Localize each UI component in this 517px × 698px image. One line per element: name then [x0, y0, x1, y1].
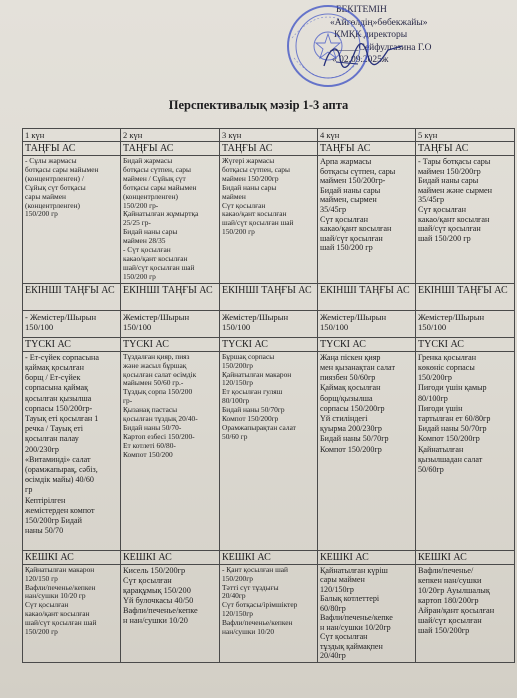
meal-label: ТАҢҒЫ АС — [220, 142, 318, 156]
approval-line-4: ______Сейфулгазина Г.О — [330, 42, 432, 53]
menu-cell: Қайнатылған күріш сары маймен 120/150гр Балық котлеттері 60/80гр Вафли/печенье/кепке н нан/сушки 10/20гр Сүт қосылған тұздық қаймақпен 20/40гр — [318, 564, 416, 662]
menu-cell: Қайнатылған макарон 120/150 гр Вафли/печенье/кепкен нан/сушки 10/20 гр Сүт қосылған какао/қант косылған шай/сүт қосылған шай 150/200 гр — [23, 564, 121, 662]
days-header-row — [23, 129, 515, 142]
director-signature — [318, 36, 408, 76]
meal-label: КЕШКІ АС — [23, 550, 121, 564]
day-header: 1 күн — [23, 129, 121, 142]
second-breakfast-header-row — [23, 283, 515, 310]
meal-label: ТҮСКІ АС — [121, 337, 220, 351]
approval-line-5: « 02.09.2025ж — [332, 55, 389, 66]
day-header: 3 күн — [220, 129, 318, 142]
menu-cell: Тұздалған қияр, пияз және жасыл бұршақ қосылған салат өсімдік майымен 50/60 гр.- Тұздық сорпа 150/200 гр- Қызанақ пастасы қосылған тұздық 20/40- Бидай наны 50/70- Картоп езбесі 150/200- Ет котлеті 60/80- Компот 150/200 — [121, 351, 220, 550]
lunch-header-row — [23, 337, 515, 351]
meal-label: ТҮСКІ АС — [23, 337, 121, 351]
meal-label: ТҮСКІ АС — [318, 337, 416, 351]
meal-label: ТҮСКІ АС — [416, 337, 515, 351]
approval-line-1: БЕКІТЕМІН — [336, 5, 387, 15]
menu-cell: - Ет-сүйек сорпасына қаймақ қосылған борщ / Ет-сүйек сорпасына қаймақ қосылған қызылша сорпасы 150/200гр- Тауық еті қосылған 1 речка / Тауық еті қосылған палау 200/230гр «Витаминді» салат (орамжапырақ, сәбіз, өсімдік майы) 40/60 гр Кептірілген жемістерден компот 150/200гр Бидай наны 50/70 — [23, 351, 121, 550]
meal-label: КЕШКІ АС — [318, 550, 416, 564]
menu-cell: - Тары ботқасы сары маймен 150/200гр Бидай наны сары маймен және сырмен 35/45гр Сүт қосылған какао/қант косылған шай/сүт қосылған шай 150/200 гр — [416, 156, 515, 284]
dinner-content-row — [23, 564, 515, 662]
day-header: 2 күн — [121, 129, 220, 142]
meal-label: ЕКІНШІ ТАҢҒЫ АС — [121, 283, 220, 310]
menu-cell: Вафли/печенье/ кепкен нан/сушки 10/20гр Ауылшалық картоп 180/200гр Айран/қант қосылған шай/сүт қосылған шай 150/200гр — [416, 564, 515, 662]
second-breakfast-content-row — [23, 310, 515, 337]
approval-line-3: КМҚК директоры — [334, 30, 408, 41]
menu-cell: Арпа жармасы ботқасы сүтпен, сары маймен 150/200гр- Бидай наны сары маймен, сырмен 35/45гр Сүт қосылған какао/қант косылған шай/сүт қосылған шай 150/200 гр — [318, 156, 416, 284]
meal-label: ЕКІНШІ ТАҢҒЫ АС — [23, 283, 121, 310]
menu-cell: Жаңа піскен қияр мен қызанақтан салат пиязбен 50/60гр Қаймақ қосылған борщ/қызылша сорпасы 150/200гр Үй стиліндегі қуырма 200/230гр Бидай наны 50/70гр Компот 150/200гр — [318, 351, 416, 550]
menu-cell: Бұршақ сорпасы 150/200гр Қайнатылған макарон 120/150гр Ет қосылған гуляш 80/100гр Бидай наны 50/70гр Компот 150/200гр Орамжапырақтан салат 50/60 гр — [220, 351, 318, 550]
document-title: Перспективалық мәзір 1-3 апта — [168, 98, 349, 112]
menu-cell: Кисель 150/200гр Сүт қосылған қарақұмық 150/200 Үй булочкасы 40/50 Вафли/печенье/кепке н нан/сушки 10/20 — [121, 564, 220, 662]
menu-cell: Жүгері жармасы ботқасы сүтпен, сары маймен 150/200гр Бидай наны сары маймен Сүт қосылған какао/қант косылған шай/сүт қосылған шай 150/200 гр — [220, 156, 318, 284]
breakfast-content-row — [23, 156, 515, 284]
meal-label: ТҮСКІ АС — [220, 337, 318, 351]
dinner-header-row — [23, 550, 515, 564]
menu-cell: Жемістер/Шырын 150/100 — [416, 310, 515, 337]
meal-label: ТАҢҒЫ АС — [416, 142, 515, 156]
day-header: 5 күн — [416, 129, 515, 142]
meal-label: ЕКІНШІ ТАҢҒЫ АС — [220, 283, 318, 310]
meal-label: ЕКІНШІ ТАҢҒЫ АС — [318, 283, 416, 310]
meal-label: КЕШКІ АС — [121, 550, 220, 564]
meal-label: КЕШКІ АС — [220, 550, 318, 564]
menu-cell: - Сұлы жармасы ботқасы сары майымен (концентрленген) / Сұйық сүт ботқасы сары маймен (концентрленген) 150/200 гр — [23, 156, 121, 284]
meal-label: ЕКІНШІ ТАҢҒЫ АС — [416, 283, 515, 310]
meal-label: ТАҢҒЫ АС — [23, 142, 121, 156]
day-header: 4 күн — [318, 129, 416, 142]
breakfast-header-row — [23, 142, 515, 156]
menu-cell: Жемістер/Шырын 150/100 — [121, 310, 220, 337]
meal-label: КЕШКІ АС — [416, 550, 515, 564]
menu-cell: - Қант қосылған шай 150/200гр Тәтті сүт тұздығы 20/40гр Сүт ботқасы/ірімшіктер 120/150гр Вафли/печенье/кепкен нан/сушки 10/20 — [220, 564, 318, 662]
menu-cell: Гренка қосылған көкөніс сорпасы 150/200гр Пигоди үшін қамыр 80/100гр Пигоди үшін тартылған ет 60/80гр Бидай наны 50/70гр Компот 150/200гр Қайнатылған қызылшадан салат 50/60гр — [416, 351, 515, 550]
menu-cell: Жемістер/Шырын 150/100 — [318, 310, 416, 337]
menu-cell: Бидай жармасы ботқасы сүтпен, сары маймен / Сұйық сүт ботқасы сары майымен (концентрленген) 150/200 гр- Қайнатылған жұмыртқа 25/25 гр- Бидай наны сары маймен 28/35 - Сүт қосылған какао/қант косылған шай/сүт қосылған шай 150/200 гр — [121, 156, 220, 284]
menu-cell: Жемістер/Шырын 150/100 — [220, 310, 318, 337]
meal-label: ТАҢҒЫ АС — [318, 142, 416, 156]
approval-line-2: «Айгөлдің»бөбекжайы» — [330, 17, 428, 28]
lunch-content-row — [23, 351, 515, 550]
menu-cell: - Жемістер/Шырын 150/100 — [23, 310, 121, 337]
menu-table — [22, 128, 515, 663]
meal-label: ТАҢҒЫ АС — [121, 142, 220, 156]
